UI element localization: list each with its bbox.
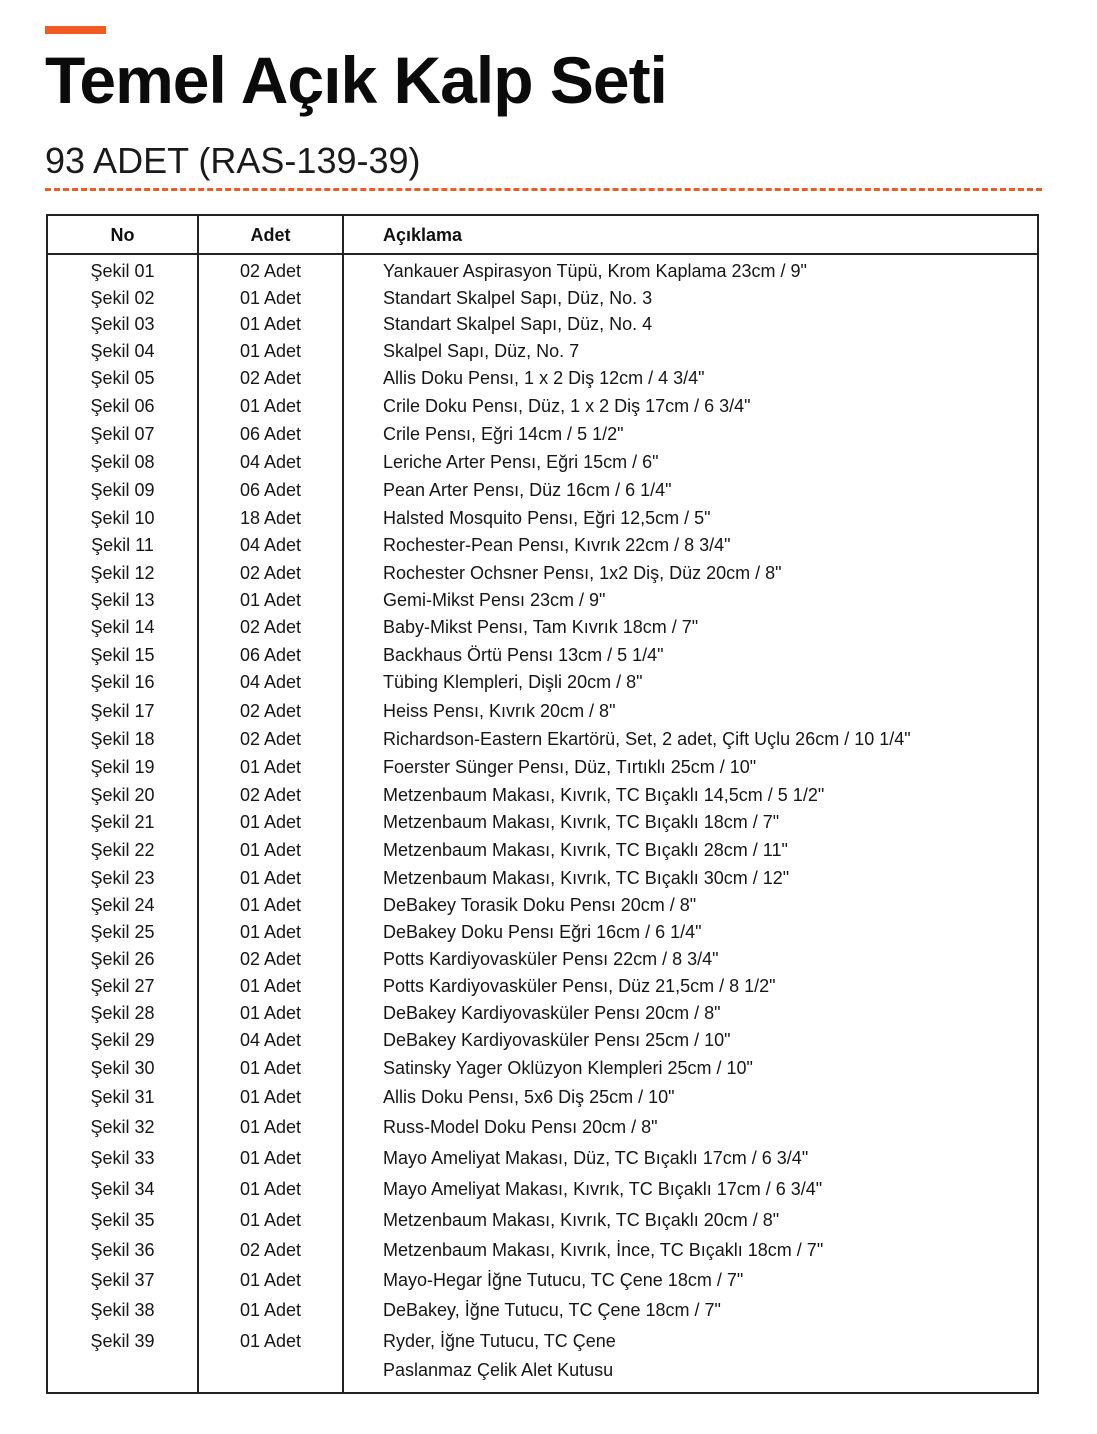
row-quantity: 01 Adet	[239, 341, 302, 361]
table-row	[48, 393, 1037, 419]
row-description: Yankauer Aspirasyon Tüpü, Krom Kaplama 23cm / 9"	[383, 261, 807, 281]
row-description: DeBakey Doku Pensı Eğri 16cm / 6 1/4"	[383, 922, 702, 942]
row-quantity: 01 Adet	[239, 1179, 302, 1199]
row-number: Şekil 17	[90, 701, 155, 721]
row-description: Backhaus Örtü Pensı 13cm / 5 1/4"	[383, 645, 664, 665]
row-number: Şekil 29	[90, 1030, 155, 1050]
row-description: Paslanmaz Çelik Alet Kutusu	[383, 1360, 614, 1380]
table-row	[48, 365, 1037, 391]
row-quantity: 01 Adet	[239, 1331, 302, 1351]
table-row	[48, 698, 1037, 724]
row-number: Şekil 26	[90, 949, 155, 969]
row-quantity: 01 Adet	[239, 1300, 302, 1320]
row-number: Şekil 34	[90, 1179, 155, 1199]
row-description: Mayo-Hegar İğne Tutucu, TC Çene 18cm / 7"	[383, 1270, 744, 1290]
row-quantity: 04 Adet	[239, 1030, 302, 1050]
table-row	[48, 837, 1037, 863]
table-row	[48, 258, 1037, 284]
row-description: Foerster Sünger Pensı, Düz, Tırtıklı 25cm / 10"	[383, 757, 757, 777]
table-row	[48, 614, 1037, 640]
table-row	[48, 1084, 1037, 1110]
row-quantity: 04 Adet	[239, 672, 302, 692]
row-number: Şekil 30	[90, 1058, 155, 1078]
row-quantity: 01 Adet	[239, 288, 302, 308]
row-quantity: 02 Adet	[239, 701, 302, 721]
row-number: Şekil 36	[90, 1240, 155, 1260]
row-description: Metzenbaum Makası, Kıvrık, TC Bıçaklı 30cm / 12"	[383, 868, 790, 888]
table-row	[48, 1207, 1037, 1233]
row-quantity: 01 Adet	[239, 396, 302, 416]
row-number: Şekil 11	[91, 535, 154, 555]
table-row	[48, 1114, 1037, 1140]
row-number: Şekil 14	[90, 617, 155, 637]
row-description: Rochester-Pean Pensı, Kıvrık 22cm / 8 3/4"	[383, 535, 731, 555]
row-number: Şekil 09	[90, 480, 155, 500]
table-row	[48, 532, 1037, 558]
table-row	[48, 865, 1037, 891]
table-row	[48, 919, 1037, 945]
row-quantity: 02 Adet	[239, 261, 302, 281]
row-quantity: 18 Adet	[239, 508, 302, 528]
row-number: Şekil 19	[90, 757, 155, 777]
row-description: Ryder, İğne Tutucu, TC Çene	[383, 1331, 616, 1351]
accent-bar	[45, 26, 106, 34]
row-quantity: 02 Adet	[239, 949, 302, 969]
row-quantity: 01 Adet	[239, 1087, 302, 1107]
row-number: Şekil 39	[90, 1331, 155, 1351]
row-number: Şekil 08	[90, 452, 155, 472]
table-row	[48, 1027, 1037, 1053]
dashed-divider	[45, 188, 1042, 191]
row-quantity: 01 Adet	[239, 895, 302, 915]
row-number: Şekil 04	[90, 341, 155, 361]
row-number: Şekil 13	[90, 590, 155, 610]
row-quantity: 01 Adet	[239, 590, 302, 610]
table-row	[48, 973, 1037, 999]
row-description: Gemi-Mikst Pensı 23cm / 9"	[383, 590, 606, 610]
row-quantity: 01 Adet	[239, 314, 302, 334]
table-row	[48, 311, 1037, 337]
row-description: Metzenbaum Makası, Kıvrık, İnce, TC Bıçaklı 18cm / 7"	[383, 1240, 824, 1260]
row-quantity: 02 Adet	[239, 785, 302, 805]
table-row	[48, 782, 1037, 808]
row-description: Allis Doku Pensı, 5x6 Diş 25cm / 10"	[383, 1087, 675, 1107]
row-description: Standart Skalpel Sapı, Düz, No. 4	[383, 314, 653, 334]
table-row	[48, 946, 1037, 972]
table-row	[48, 1145, 1037, 1171]
row-number: Şekil 31	[90, 1087, 155, 1107]
row-quantity: 02 Adet	[239, 563, 302, 583]
row-description: Richardson-Eastern Ekartörü, Set, 2 adet, Çift Uçlu 26cm / 10 1/4"	[383, 729, 911, 749]
row-quantity: 01 Adet	[239, 1210, 302, 1230]
row-description: Russ-Model Doku Pensı 20cm / 8"	[383, 1117, 658, 1137]
table-row	[48, 1000, 1037, 1026]
row-number: Şekil 32	[90, 1117, 155, 1137]
row-quantity: 01 Adet	[239, 812, 302, 832]
row-number: Şekil 15	[90, 645, 155, 665]
row-number: Şekil 22	[90, 840, 155, 860]
row-number: Şekil 16	[90, 672, 155, 692]
row-number: Şekil 28	[90, 1003, 155, 1023]
column-header-adet: Adet	[250, 225, 291, 245]
row-quantity: 02 Adet	[239, 617, 302, 637]
row-number: Şekil 05	[90, 368, 155, 388]
table-row	[48, 421, 1037, 447]
row-description: Metzenbaum Makası, Kıvrık, TC Bıçaklı 14,5cm / 5 1/2"	[383, 785, 825, 805]
row-description: Crile Pensı, Eğri 14cm / 5 1/2"	[383, 424, 624, 444]
row-number: Şekil 20	[90, 785, 155, 805]
row-quantity: 01 Adet	[239, 840, 302, 860]
row-description: Potts Kardiyovasküler Pensı, Düz 21,5cm / 8 1/2"	[383, 976, 776, 996]
row-description: Heiss Pensı, Kıvrık 20cm / 8"	[383, 701, 616, 721]
row-number: Şekil 12	[90, 563, 155, 583]
table-row	[48, 1357, 1037, 1383]
table-row	[48, 642, 1037, 668]
row-number: Şekil 37	[90, 1270, 155, 1290]
column-header-no: No	[110, 225, 135, 245]
row-number: Şekil 38	[90, 1300, 155, 1320]
row-number: Şekil 07	[90, 424, 155, 444]
row-description: Halsted Mosquito Pensı, Eğri 12,5cm / 5"	[383, 508, 711, 528]
table-row	[48, 1055, 1037, 1081]
row-description: Allis Doku Pensı, 1 x 2 Diş 12cm / 4 3/4"	[383, 368, 705, 388]
row-number: Şekil 01	[90, 261, 155, 281]
row-description: Baby-Mikst Pensı, Tam Kıvrık 18cm / 7"	[383, 617, 699, 637]
instrument-table	[46, 214, 1039, 1394]
table-row	[48, 338, 1037, 364]
row-number: Şekil 25	[90, 922, 155, 942]
row-description: Metzenbaum Makası, Kıvrık, TC Bıçaklı 18cm / 7"	[383, 812, 780, 832]
table-row	[48, 587, 1037, 613]
column-header-aciklama: Açıklama	[383, 225, 463, 245]
table-row	[48, 477, 1037, 503]
row-description: Leriche Arter Pensı, Eğri 15cm / 6"	[383, 452, 659, 472]
table-row	[48, 1267, 1037, 1293]
row-description: DeBakey Torasik Doku Pensı 20cm / 8"	[383, 895, 697, 915]
table-row	[48, 809, 1037, 835]
row-description: Mayo Ameliyat Makası, Düz, TC Bıçaklı 17cm / 6 3/4"	[383, 1148, 809, 1168]
row-quantity: 06 Adet	[239, 645, 302, 665]
row-description: Skalpel Sapı, Düz, No. 7	[383, 341, 580, 361]
table-row	[48, 560, 1037, 586]
row-description: Metzenbaum Makası, Kıvrık, TC Bıçaklı 20cm / 8"	[383, 1210, 780, 1230]
row-number: Şekil 23	[90, 868, 155, 888]
row-quantity: 01 Adet	[239, 757, 302, 777]
row-description: Standart Skalpel Sapı, Düz, No. 3	[383, 288, 653, 308]
row-quantity: 04 Adet	[239, 535, 302, 555]
row-number: Şekil 27	[90, 976, 155, 996]
row-number: Şekil 18	[90, 729, 155, 749]
row-description: DeBakey, İğne Tutucu, TC Çene 18cm / 7"	[383, 1300, 721, 1320]
row-quantity: 04 Adet	[239, 452, 302, 472]
row-description: DeBakey Kardiyovasküler Pensı 25cm / 10"	[383, 1030, 731, 1050]
row-quantity: 06 Adet	[239, 424, 302, 444]
row-number: Şekil 02	[90, 288, 155, 308]
row-description: Metzenbaum Makası, Kıvrık, TC Bıçaklı 28cm / 11"	[383, 840, 788, 860]
row-description: Pean Arter Pensı, Düz 16cm / 6 1/4"	[383, 480, 672, 500]
row-quantity: 02 Adet	[239, 729, 302, 749]
table-row	[48, 892, 1037, 918]
table-row	[48, 1237, 1037, 1263]
row-number: Şekil 06	[90, 396, 155, 416]
row-number: Şekil 35	[90, 1210, 155, 1230]
row-number: Şekil 10	[90, 508, 155, 528]
table-row	[48, 754, 1037, 780]
row-quantity: 01 Adet	[239, 1117, 302, 1137]
row-number: Şekil 24	[90, 895, 155, 915]
row-quantity: 02 Adet	[239, 1240, 302, 1260]
row-quantity: 01 Adet	[239, 1148, 302, 1168]
row-description: Crile Doku Pensı, Düz, 1 x 2 Diş 17cm / 6 3/4"	[383, 396, 751, 416]
row-quantity: 01 Adet	[239, 976, 302, 996]
row-description: DeBakey Kardiyovasküler Pensı 20cm / 8"	[383, 1003, 721, 1023]
table-row	[48, 449, 1037, 475]
row-quantity: 01 Adet	[239, 1270, 302, 1290]
table-row	[48, 726, 1037, 752]
table-row	[48, 669, 1037, 695]
row-number: Şekil 03	[90, 314, 155, 334]
table-row	[48, 505, 1037, 531]
table-row	[48, 1176, 1037, 1202]
row-description: Tübing Klempleri, Dişli 20cm / 8"	[383, 672, 643, 692]
row-quantity: 01 Adet	[239, 1058, 302, 1078]
row-quantity: 01 Adet	[239, 868, 302, 888]
row-quantity: 06 Adet	[239, 480, 302, 500]
page-title: Temel Açık Kalp Seti	[45, 43, 667, 117]
row-number: Şekil 33	[90, 1148, 155, 1168]
row-description: Potts Kardiyovasküler Pensı 22cm / 8 3/4"	[383, 949, 719, 969]
row-description: Mayo Ameliyat Makası, Kıvrık, TC Bıçaklı 17cm / 6 3/4"	[383, 1179, 823, 1199]
row-quantity: 01 Adet	[239, 1003, 302, 1023]
row-description: Rochester Ochsner Pensı, 1x2 Diş, Düz 20cm / 8"	[383, 563, 782, 583]
row-quantity: 02 Adet	[239, 368, 302, 388]
row-quantity: 01 Adet	[239, 922, 302, 942]
table-row	[48, 285, 1037, 311]
row-description: Satinsky Yager Oklüzyon Klempleri 25cm / 10"	[383, 1058, 753, 1078]
table-row	[48, 1328, 1037, 1354]
row-number: Şekil 21	[90, 812, 155, 832]
page-subtitle: 93 ADET (RAS-139-39)	[45, 140, 421, 181]
table-row	[48, 1297, 1037, 1323]
